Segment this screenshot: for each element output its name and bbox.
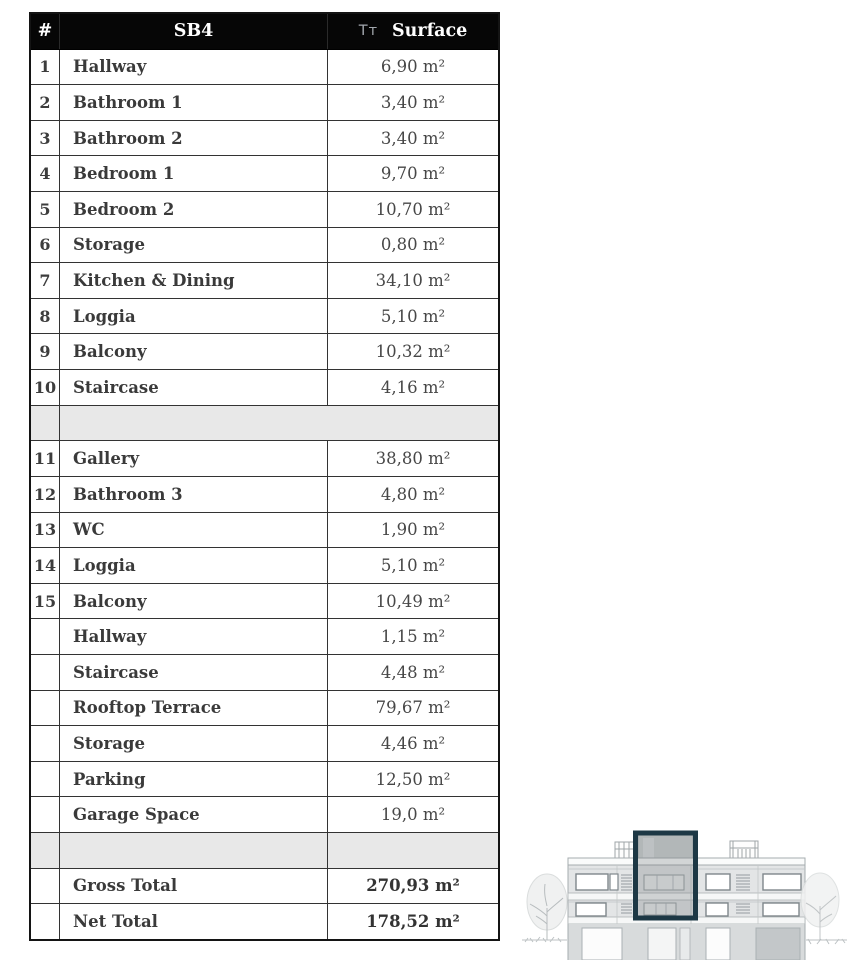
row-number-cell: 15 <box>31 584 60 619</box>
row-number-cell: 6 <box>31 228 60 263</box>
unit-name-label: SB4 <box>173 21 214 42</box>
room-name-cell: Net Total <box>60 904 328 939</box>
room-name-cell: Gallery <box>60 441 328 476</box>
total-row <box>31 869 498 905</box>
row-number-cell <box>31 726 60 761</box>
surface-value-cell: 0,80 m² <box>380 235 446 255</box>
surface-value-cell: 6,90 m² <box>380 57 446 77</box>
row-number-cell: 1 <box>31 50 60 85</box>
separator-row <box>31 406 498 442</box>
table-row <box>31 156 498 192</box>
row-number-cell <box>31 406 60 441</box>
surface-value-cell: 270,93 m² <box>366 876 460 896</box>
surface-value-cell: 38,80 m² <box>375 449 451 469</box>
surface-value-cell: 79,67 m² <box>375 698 451 718</box>
surface-value-cell: 3,40 m² <box>380 128 446 148</box>
row-number-cell <box>31 869 60 904</box>
room-name-cell: Hallway <box>60 50 328 85</box>
table-row <box>31 726 498 762</box>
table-row <box>31 762 498 798</box>
row-number-cell <box>31 619 60 654</box>
right-tree <box>801 873 839 940</box>
row-number-cell: 9 <box>31 334 60 369</box>
surface-value-cell: 9,70 m² <box>380 164 446 184</box>
table-row <box>31 370 498 406</box>
surface-value-cell: 5,10 m² <box>380 306 446 326</box>
table-row <box>31 50 498 86</box>
room-name-cell: Bedroom 2 <box>60 192 328 227</box>
table-row <box>31 655 498 691</box>
surface-value-cell <box>328 406 498 441</box>
row-number-cell: 4 <box>31 156 60 191</box>
surface-area-table <box>29 12 500 941</box>
table-row <box>31 192 498 228</box>
room-name-cell: Bathroom 2 <box>60 121 328 156</box>
row-number-cell: 13 <box>31 513 60 548</box>
room-name-cell: Rooftop Terrace <box>60 691 328 726</box>
room-name-cell: Hallway <box>60 619 328 654</box>
row-number-cell: 5 <box>31 192 60 227</box>
table-row <box>31 441 498 477</box>
surface-value-cell: 1,90 m² <box>380 520 446 540</box>
room-name-cell: Garage Space <box>60 797 328 832</box>
room-name-cell: Staircase <box>60 655 328 690</box>
room-name-cell: Balcony <box>60 334 328 369</box>
left-tree <box>527 874 567 940</box>
row-number-cell: 14 <box>31 548 60 583</box>
header-number-cell <box>31 14 60 49</box>
table-row <box>31 263 498 299</box>
room-name-cell: Parking <box>60 762 328 797</box>
room-name-cell: Kitchen & Dining <box>60 263 328 298</box>
row-number-cell <box>31 762 60 797</box>
header-surface-cell <box>328 14 498 49</box>
surface-value-cell: 3,40 m² <box>380 93 446 113</box>
room-name-cell: Loggia <box>60 299 328 334</box>
header-unit-cell <box>60 14 328 49</box>
surface-value-cell: 5,10 m² <box>380 555 446 575</box>
row-number-cell <box>31 833 60 868</box>
row-number-cell <box>31 904 60 939</box>
ground-floor <box>568 924 805 960</box>
surface-value-cell: 34,10 m² <box>375 271 451 291</box>
room-name-cell: Gross Total <box>60 869 328 904</box>
row-number-cell: 3 <box>31 121 60 156</box>
separator-row <box>31 833 498 869</box>
surface-value-cell: 10,32 m² <box>375 342 451 362</box>
total-row <box>31 904 498 939</box>
surface-value-cell: 178,52 m² <box>366 912 460 932</box>
row-number-cell <box>31 655 60 690</box>
room-name-cell: WC <box>60 513 328 548</box>
room-name-cell: Balcony <box>60 584 328 619</box>
surface-value-cell: 4,16 m² <box>380 377 446 397</box>
row-number-cell: 2 <box>31 85 60 120</box>
table-row <box>31 513 498 549</box>
room-name-cell: Bedroom 1 <box>60 156 328 191</box>
row-number-cell <box>31 797 60 832</box>
row-number-cell <box>31 691 60 726</box>
room-name-cell: Loggia <box>60 548 328 583</box>
row-number-cell: 11 <box>31 441 60 476</box>
surface-value-cell: 10,49 m² <box>375 591 451 611</box>
row-number-cell: 12 <box>31 477 60 512</box>
table-row <box>31 334 498 370</box>
room-name-cell: Bathroom 1 <box>60 85 328 120</box>
text-type-icon: Tᴛ <box>358 23 379 40</box>
table-row <box>31 548 498 584</box>
table-row <box>31 85 498 121</box>
surface-value-cell: 4,48 m² <box>380 662 446 682</box>
building-elevation-drawing <box>520 812 848 960</box>
header-surface-label: Surface <box>392 21 468 42</box>
table-row <box>31 121 498 157</box>
room-name-cell: Bathroom 3 <box>60 477 328 512</box>
room-name-cell: Staircase <box>60 370 328 405</box>
header-number-label: # <box>37 21 53 42</box>
surface-value-cell: 4,80 m² <box>380 484 446 504</box>
table-header-row <box>31 14 498 50</box>
surface-value-cell: 12,50 m² <box>375 769 451 789</box>
garage-door <box>756 928 800 960</box>
row-number-cell: 7 <box>31 263 60 298</box>
row-number-cell: 10 <box>31 370 60 405</box>
room-name-cell: Storage <box>60 726 328 761</box>
unit-highlight-box <box>636 833 696 918</box>
surface-value-cell <box>328 833 498 868</box>
room-name-cell <box>60 406 328 441</box>
surface-value-cell: 10,70 m² <box>375 199 451 219</box>
table-row <box>31 477 498 513</box>
table-row <box>31 228 498 264</box>
surface-value-cell: 4,46 m² <box>380 733 446 753</box>
table-row <box>31 299 498 335</box>
surface-value-cell: 19,0 m² <box>380 805 446 825</box>
surface-value-cell: 1,15 m² <box>380 627 446 647</box>
room-name-cell <box>60 833 328 868</box>
table-row <box>31 797 498 833</box>
room-name-cell: Storage <box>60 228 328 263</box>
table-row <box>31 619 498 655</box>
table-row <box>31 691 498 727</box>
row-number-cell: 8 <box>31 299 60 334</box>
table-row <box>31 584 498 620</box>
